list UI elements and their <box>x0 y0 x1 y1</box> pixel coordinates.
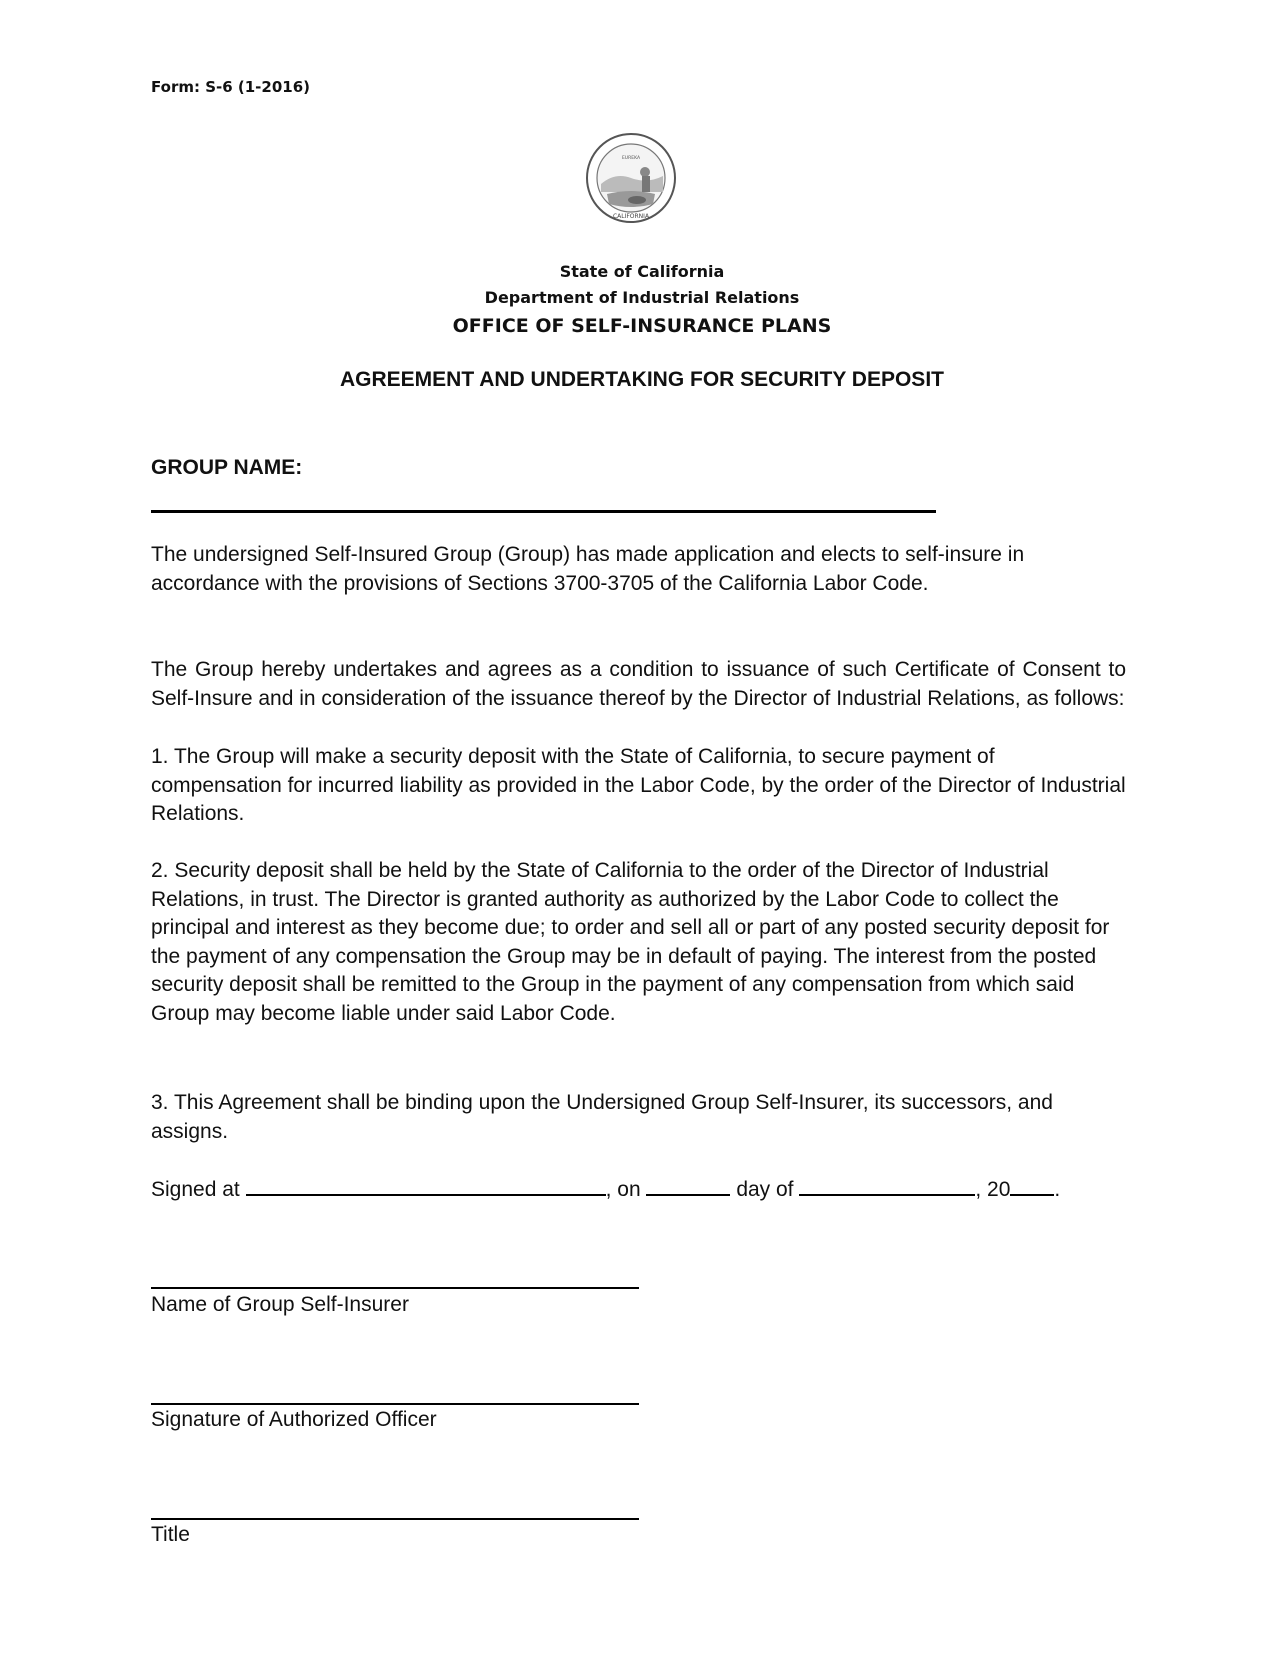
group-self-insurer-name-label: Name of Group Self-Insurer <box>151 1293 409 1316</box>
title-label: Title <box>151 1523 190 1546</box>
document-title: AGREEMENT AND UNDERTAKING FOR SECURITY DEPOSIT <box>340 368 944 391</box>
california-great-seal-icon <box>585 132 677 224</box>
year-prefix-label: , 20 <box>975 1178 1011 1201</box>
signed-place-field[interactable] <box>246 1174 606 1196</box>
group-name-label: GROUP NAME: <box>151 456 303 479</box>
header-state: State of California <box>559 262 725 281</box>
form-id: Form: S-6 (1-2016) <box>151 78 311 96</box>
on-label: , on <box>605 1178 641 1201</box>
authorized-officer-signature-field[interactable] <box>151 1403 639 1405</box>
header-office: OFFICE OF SELF-INSURANCE PLANS <box>452 315 832 337</box>
signed-at-label: Signed at <box>151 1178 240 1201</box>
signed-year-field[interactable] <box>1010 1174 1054 1196</box>
group-name-field[interactable] <box>151 510 936 513</box>
group-self-insurer-name-field[interactable] <box>151 1287 639 1289</box>
day-of-label: day of <box>736 1178 794 1201</box>
svg-text:CALIFORNIA: CALIFORNIA <box>612 213 650 220</box>
authorized-officer-signature-label: Signature of Authorized Officer <box>151 1408 437 1431</box>
clause-3: 3. This Agreement shall be binding upon the Undersigned Group Self-Insurer, its successors, and assigns. <box>151 1091 1053 1143</box>
signed-end: . <box>1054 1178 1061 1201</box>
svg-text:EUREKA: EUREKA <box>621 156 641 161</box>
clause-2: 2. Security deposit shall be held by the State of California to the order of the Director of Industrial Relations, in trust. The Director is granted authority as authorized by the Labor Code to collect the principal and interest as they become due; to order and sell all or part of any posted security deposit for the payment of any compensation the Group may be in default of paying. The interest from the posted security deposit shall be remitted to the Group in the payment of any compensation from which said Group may become liable under said Labor Code. <box>151 859 1110 1025</box>
signed-month-field[interactable] <box>799 1174 975 1196</box>
paragraph-undertaking: The Group hereby undertakes and agrees as a condition to issuance of such Certificate of Consent to Self-Insure and in consideration of the issuance thereof by the Director of Industrial Relations, as follows: <box>151 658 1126 710</box>
clause-1: 1. The Group will make a security deposit with the State of California, to secure payment of compensation for incurred liability as provided in the Labor Code, by the order of the Director of Industrial Relations. <box>151 745 1126 825</box>
title-field[interactable] <box>151 1518 639 1520</box>
paragraph-application: The undersigned Self-Insured Group (Group) has made application and elects to self-insure in accordance with the provisions of Sections 3700-3705 of the California Labor Code. <box>151 543 1025 595</box>
signed-at-line <box>151 1174 1060 1202</box>
header-department: Department of Industrial Relations <box>484 288 800 307</box>
signed-day-field[interactable] <box>646 1174 730 1196</box>
